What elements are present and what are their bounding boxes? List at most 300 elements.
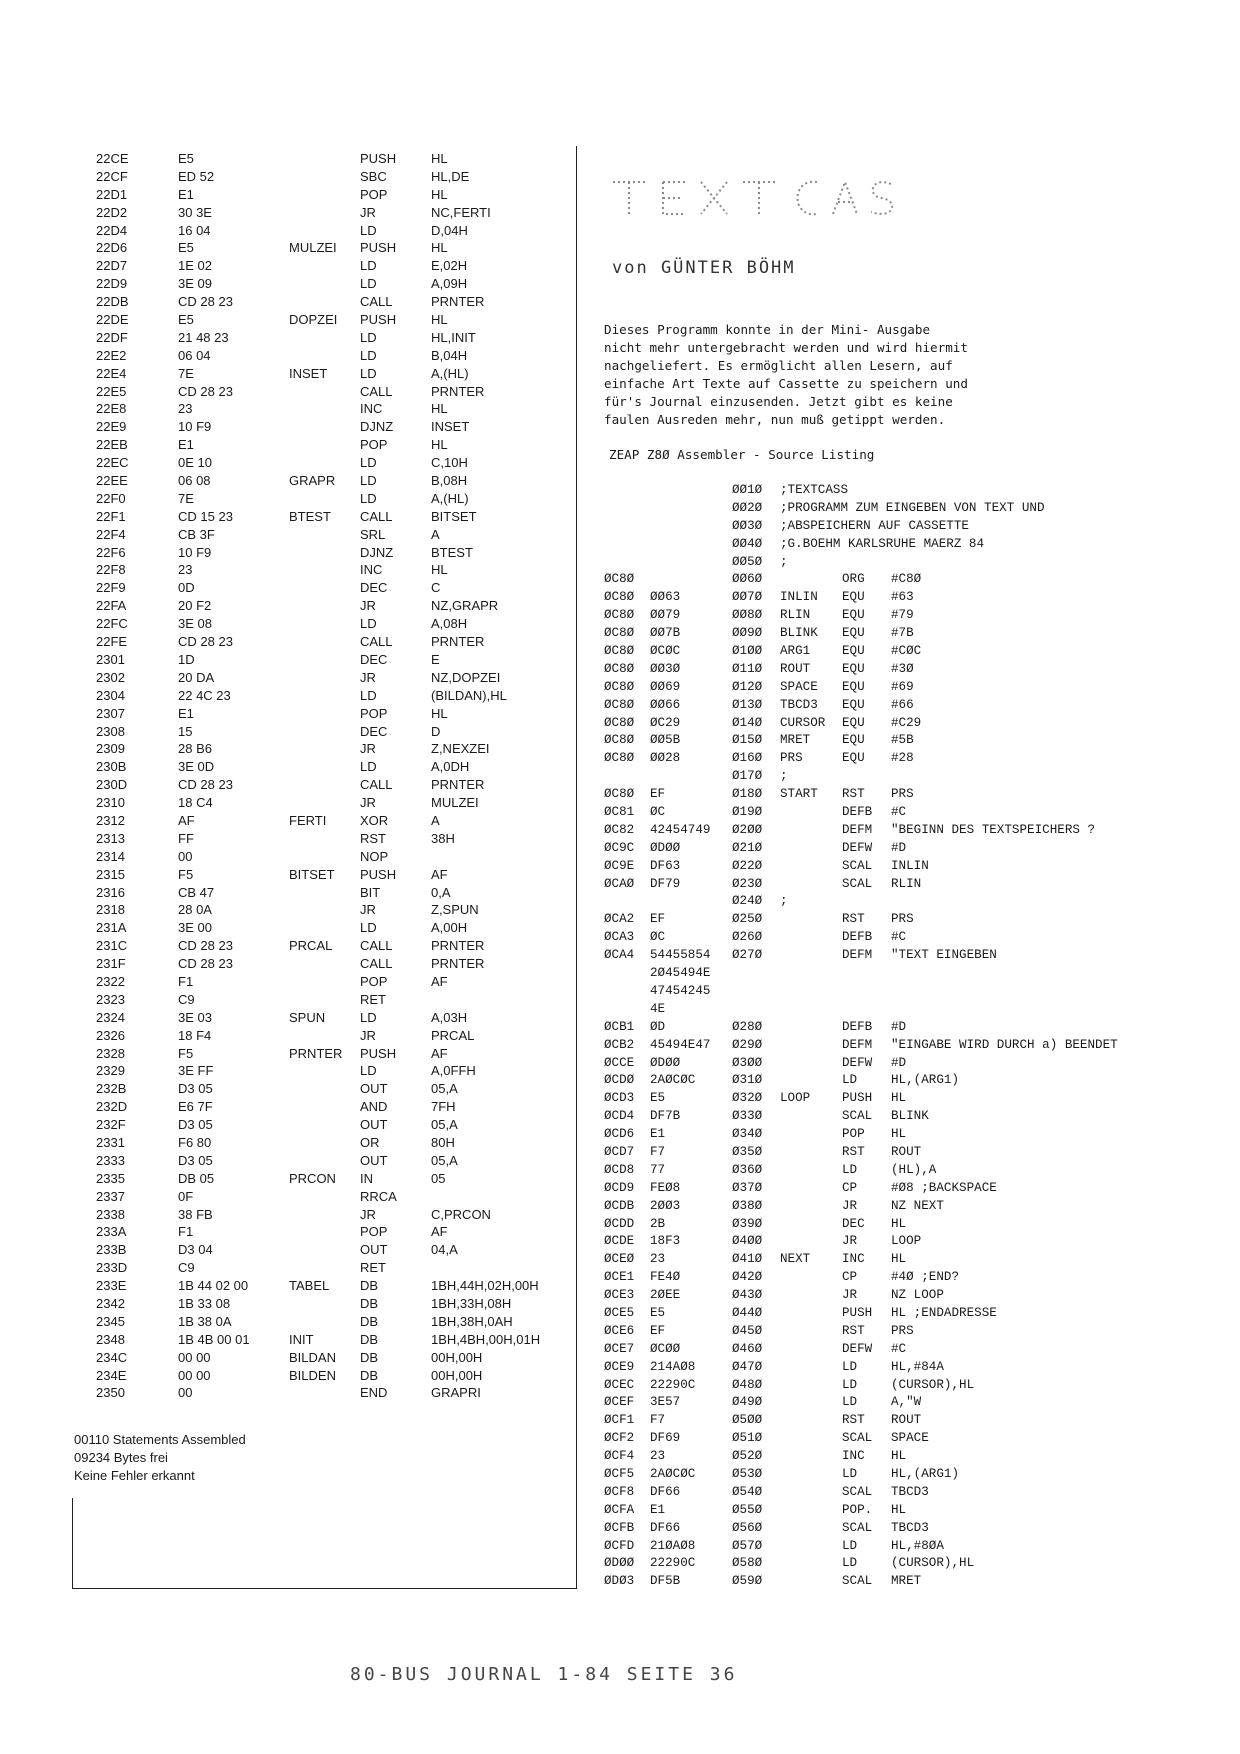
address-cell: 22D9	[96, 276, 128, 292]
mnemonic-cell: LD	[360, 1063, 377, 1079]
listing-row	[604, 1287, 1164, 1305]
listing-row	[96, 955, 576, 973]
opcode-cell: 23	[178, 401, 193, 417]
operand-cell: #C	[891, 1341, 907, 1356]
mnemonic-cell: PUSH	[360, 866, 397, 882]
listing-row	[604, 1341, 1164, 1359]
address-cell: 22FA	[96, 598, 127, 614]
address-cell: 22D4	[96, 222, 128, 238]
operand-cell: 04,A	[431, 1242, 458, 1258]
opcode-cell: ØØ5B	[650, 733, 681, 748]
opcode-cell: 1B 4B 00 01	[178, 1331, 250, 1347]
operand-cell: NZ,DOPZEI	[431, 669, 501, 685]
label-cell: SPACE	[780, 679, 818, 694]
mnemonic-cell: POP	[842, 1127, 865, 1142]
address-cell: ØCE7	[604, 1341, 635, 1356]
address-cell: ØCE1	[604, 1270, 635, 1285]
opcode-cell: 47454245	[650, 983, 711, 998]
address-cell: 22E2	[96, 347, 127, 363]
operand-cell: NZ NEXT	[891, 1198, 944, 1213]
listing-row	[604, 786, 1164, 804]
mnemonic-cell: BIT	[360, 884, 381, 900]
listing-row	[604, 983, 1164, 1001]
operand-cell: PRNTER	[431, 383, 485, 399]
listing-row	[604, 1555, 1164, 1573]
opcode-cell: 0E 10	[178, 455, 212, 471]
address-cell: ØCE5	[604, 1305, 635, 1320]
line-number-cell: Ø5ØØ	[732, 1413, 763, 1428]
listing-row	[604, 1001, 1164, 1019]
opcode-cell: 21 48 23	[178, 329, 229, 345]
opcode-cell: C9	[178, 1260, 195, 1276]
address-cell: ØCF5	[604, 1466, 635, 1481]
mnemonic-cell: EQU	[842, 733, 865, 748]
listing-row	[96, 740, 576, 758]
mnemonic-cell: JR	[360, 741, 376, 757]
line-number-cell: Ø18Ø	[732, 787, 763, 802]
mnemonic-cell: CALL	[360, 777, 393, 793]
operand-cell: INSET	[431, 419, 470, 435]
address-cell: ØCE6	[604, 1323, 635, 1338]
mnemonic-cell: PUSH	[842, 1305, 873, 1320]
operand-cell: #D	[891, 840, 907, 855]
listing-row	[96, 1313, 576, 1331]
listing-row	[96, 329, 576, 347]
address-cell: 2314	[96, 848, 125, 864]
intro-line: faulen Ausreden mehr, nun muß getippt werden.	[604, 412, 946, 427]
address-cell: 22FC	[96, 616, 128, 632]
operand-cell: HL	[431, 186, 448, 202]
listing-row	[604, 1162, 1164, 1180]
mnemonic-cell: RST	[842, 787, 865, 802]
mnemonic-cell: CALL	[360, 634, 393, 650]
listing-row	[96, 1206, 576, 1224]
address-cell: 233B	[96, 1242, 127, 1258]
address-cell: 2316	[96, 884, 125, 900]
mnemonic-cell: EQU	[842, 751, 865, 766]
line-number-cell: Ø48Ø	[732, 1377, 763, 1392]
operand-cell: (BILDAN),HL	[431, 687, 507, 703]
mnemonic-cell: POP	[360, 1224, 388, 1240]
listing-row	[604, 858, 1164, 876]
mnemonic-cell: OUT	[360, 1152, 388, 1168]
mnemonic-cell: EQU	[842, 697, 865, 712]
listing-row	[604, 1019, 1164, 1037]
mnemonic-cell: DEC	[360, 723, 388, 739]
mnemonic-cell: LD	[360, 222, 377, 238]
line-number-cell: Ø51Ø	[732, 1431, 763, 1446]
address-cell: ØCF1	[604, 1413, 635, 1428]
listing-row	[604, 1090, 1164, 1108]
opcode-cell: DF63	[650, 858, 681, 873]
listing-row	[96, 937, 576, 955]
listing-row	[96, 776, 576, 794]
operand-cell: RLIN	[891, 876, 922, 891]
listing-row	[96, 1223, 576, 1241]
mnemonic-cell: JR	[360, 1027, 376, 1043]
address-cell: 22D7	[96, 258, 128, 274]
opcode-cell: CB 3F	[178, 526, 215, 542]
opcode-cell: ØØ3Ø	[650, 661, 681, 676]
address-cell: 233A	[96, 1224, 127, 1240]
opcode-cell: 2Ø45494E	[650, 966, 711, 981]
operand-cell: HL	[431, 437, 448, 453]
operand-cell: A,08H	[431, 616, 468, 632]
mnemonic-cell: PUSH	[842, 1091, 873, 1106]
listing-row	[96, 830, 576, 848]
mnemonic-cell: DEFM	[842, 948, 873, 963]
operand-cell: A,00H	[431, 920, 468, 936]
opcode-cell: 2B	[650, 1216, 666, 1231]
opcode-cell: 18 F4	[178, 1027, 212, 1043]
line-number-cell: Ø32Ø	[732, 1091, 763, 1106]
listing-row	[604, 1126, 1164, 1144]
listing-row	[96, 723, 576, 741]
line-number-cell: Ø35Ø	[732, 1144, 763, 1159]
address-cell: ØCD3	[604, 1091, 635, 1106]
opcode-cell: 10 F9	[178, 544, 212, 560]
operand-cell: PRNTER	[431, 938, 485, 954]
opcode-cell: 3E 09	[178, 276, 212, 292]
opcode-cell: 45494E47	[650, 1037, 711, 1052]
listing-row	[96, 561, 576, 579]
line-number-cell: Ø17Ø	[732, 769, 763, 784]
listing-row	[96, 311, 576, 329]
opcode-cell: CB 47	[178, 884, 215, 900]
opcode-cell: F7	[650, 1413, 666, 1428]
line-number-cell: Ø3ØØ	[732, 1055, 763, 1070]
listing-row	[604, 1269, 1164, 1287]
opcode-cell: 1B 44 02 00	[178, 1278, 249, 1294]
listing-row	[96, 1009, 576, 1027]
opcode-cell: ØDØØ	[650, 840, 681, 855]
listing-row	[96, 1062, 576, 1080]
address-cell: 2335	[96, 1170, 125, 1186]
line-number-cell: Ø34Ø	[732, 1127, 763, 1142]
listing-row	[604, 1359, 1164, 1377]
label-cell: GRAPR	[289, 473, 336, 489]
opcode-cell: E5	[178, 312, 194, 328]
operand-cell: PRNTER	[431, 294, 485, 310]
listing-row	[604, 911, 1164, 929]
mnemonic-cell: DB	[360, 1367, 379, 1383]
operand-cell: HL	[431, 312, 448, 328]
address-cell: 230B	[96, 759, 127, 775]
listing-row	[96, 1349, 576, 1367]
address-cell: ØC8Ø	[604, 697, 635, 712]
operand-cell: E,02H	[431, 258, 468, 274]
operand-cell: TBCD3	[891, 1520, 929, 1535]
listing-row	[604, 1538, 1164, 1556]
line-number-cell: ØØ5Ø	[732, 554, 763, 569]
address-cell: ØDØØ	[604, 1556, 635, 1571]
opcode-cell: 7E	[178, 365, 194, 381]
address-cell: 2333	[96, 1152, 125, 1168]
operand-cell: HL	[891, 1091, 907, 1106]
opcode-cell: 4E	[650, 1001, 666, 1016]
line-number-cell: Ø21Ø	[732, 840, 763, 855]
mnemonic-cell: LD	[360, 329, 377, 345]
address-cell: ØCCE	[604, 1055, 635, 1070]
mnemonic-cell: EQU	[842, 679, 865, 694]
listing-row	[96, 454, 576, 472]
listing-row	[604, 1520, 1164, 1538]
address-cell: ØCB2	[604, 1037, 635, 1052]
mnemonic-cell: OUT	[360, 1117, 388, 1133]
listing-row	[96, 1045, 576, 1063]
mnemonic-cell: LD	[360, 258, 377, 274]
operand-cell: HL	[891, 1449, 907, 1464]
listing-row	[96, 257, 576, 275]
operand-cell: HL,(ARG1)	[891, 1073, 960, 1088]
listing-row	[604, 554, 1164, 572]
mnemonic-cell: EQU	[842, 715, 865, 730]
address-cell: 231C	[96, 938, 128, 954]
opcode-cell: DF5B	[650, 1574, 681, 1589]
mnemonic-cell: RRCA	[360, 1188, 397, 1204]
line-number-cell: Ø27Ø	[732, 948, 763, 963]
operand-cell: LOOP	[891, 1234, 922, 1249]
mnemonic-cell: RST	[842, 912, 865, 927]
line-number-cell: Ø41Ø	[732, 1252, 763, 1267]
listing-row	[604, 822, 1164, 840]
intro-line: einfache Art Texte auf Cassette zu speichern und	[604, 376, 968, 391]
address-cell: 22EB	[96, 437, 128, 453]
opcode-cell: D3 04	[178, 1242, 213, 1258]
line-number-cell: Ø56Ø	[732, 1520, 763, 1535]
opcode-cell: 1D	[178, 651, 195, 667]
opcode-cell: 20 DA	[178, 669, 215, 685]
line-number-cell: Ø1ØØ	[732, 644, 763, 659]
operand-cell: A	[431, 526, 440, 542]
opcode-cell: 28 0A	[178, 902, 212, 918]
line-number-cell: Ø11Ø	[732, 661, 763, 676]
line-number-cell: ØØ8Ø	[732, 608, 763, 623]
line-number-cell: Ø53Ø	[732, 1466, 763, 1481]
mnemonic-cell: CALL	[360, 956, 393, 972]
opcode-cell: ED 52	[178, 168, 215, 184]
line-number-cell: Ø13Ø	[732, 697, 763, 712]
opcode-cell: E1	[650, 1502, 666, 1517]
mnemonic-cell: DJNZ	[360, 419, 394, 435]
listing-row	[96, 1384, 576, 1402]
listing-row	[96, 794, 576, 812]
mnemonic-cell: XOR	[360, 812, 389, 828]
address-cell: ØC82	[604, 822, 635, 837]
address-cell: ØC9E	[604, 858, 635, 873]
operand-cell: #3Ø	[891, 661, 914, 676]
listing-row	[96, 418, 576, 436]
mnemonic-cell: DEC	[360, 651, 388, 667]
listing-row	[96, 383, 576, 401]
line-number-cell: Ø44Ø	[732, 1305, 763, 1320]
summary-no-errors: Keine Fehler erkannt	[74, 1468, 195, 1483]
operand-cell: HL	[891, 1252, 907, 1267]
operand-cell: HL,#8ØA	[891, 1538, 944, 1553]
opcode-cell: 1E 02	[178, 258, 212, 274]
title-art-logo	[605, 168, 915, 220]
mnemonic-cell: DEFB	[842, 930, 873, 945]
listing-row	[604, 876, 1164, 894]
address-cell: ØC8Ø	[604, 679, 635, 694]
operand-cell: #28	[891, 751, 914, 766]
opcode-cell: 00 00	[178, 1349, 211, 1365]
mnemonic-cell: JR	[360, 598, 376, 614]
label-cell: FERTI	[289, 812, 327, 828]
opcode-cell: 16 04	[178, 222, 211, 238]
line-number-cell: ØØ1Ø	[732, 483, 763, 497]
operand-cell: A,03H	[431, 1009, 468, 1025]
operand-cell: HL,DE	[431, 168, 470, 184]
address-cell: 2324	[96, 1009, 125, 1025]
mnemonic-cell: NOP	[360, 848, 389, 864]
operand-cell: HL,INIT	[431, 329, 476, 345]
line-number-cell: Ø42Ø	[732, 1270, 763, 1285]
address-cell: ØC8Ø	[604, 787, 635, 802]
opcode-cell: E5	[178, 240, 194, 256]
label-cell: BILDAN	[289, 1349, 336, 1365]
operand-cell: AF	[431, 1224, 448, 1240]
mnemonic-cell: INC	[842, 1252, 865, 1267]
mnemonic-cell: JR	[360, 1206, 376, 1222]
opcode-cell: 28 B6	[178, 741, 212, 757]
address-cell: ØC8Ø	[604, 608, 635, 623]
address-cell: 232B	[96, 1081, 127, 1097]
operand-cell: BITSET	[431, 508, 477, 524]
line-number-cell: Ø12Ø	[732, 679, 763, 694]
listing-row	[604, 1377, 1164, 1395]
listing-row	[96, 1080, 576, 1098]
listing-row	[604, 768, 1164, 786]
operand-cell: 7FH	[431, 1099, 456, 1115]
address-cell: ØCDØ	[604, 1073, 635, 1088]
address-cell: 22CE	[96, 151, 129, 166]
listing-row	[604, 1305, 1164, 1323]
listing-row	[96, 901, 576, 919]
line-number-cell: Ø25Ø	[732, 912, 763, 927]
operand-cell: HL	[431, 562, 448, 578]
opcode-cell: F5	[178, 866, 194, 882]
operand-cell: #69	[891, 679, 914, 694]
operand-cell: PRS	[891, 912, 914, 927]
opcode-cell: 3E 08	[178, 616, 212, 632]
address-cell: ØC8Ø	[604, 751, 635, 766]
opcode-cell: E6 7F	[178, 1099, 213, 1115]
listing-row	[96, 508, 576, 526]
operand-cell: C,10H	[431, 455, 468, 471]
address-cell: 2348	[96, 1331, 125, 1347]
opcode-cell: 22290C	[650, 1556, 696, 1571]
address-cell: 22DB	[96, 294, 129, 310]
listing-row	[604, 1448, 1164, 1466]
address-cell: 22DE	[96, 312, 129, 328]
opcode-cell: 1B 38 0A	[178, 1313, 232, 1329]
opcode-cell: 23	[178, 562, 193, 578]
address-cell: ØCF4	[604, 1449, 635, 1464]
mnemonic-cell: PUSH	[360, 240, 397, 256]
address-cell: 2304	[96, 687, 125, 703]
operand-cell: GRAPRI	[431, 1385, 481, 1401]
opcode-cell: 2ØEE	[650, 1288, 681, 1303]
address-cell: 22EC	[96, 455, 129, 471]
operand-cell: NZ,GRAPR	[431, 598, 499, 614]
line-number-cell: Ø4ØØ	[732, 1234, 763, 1249]
operand-cell: (CURSOR),HL	[891, 1556, 975, 1571]
listing-row	[604, 1108, 1164, 1126]
mnemonic-cell: LD	[360, 687, 377, 703]
address-cell: ØCD9	[604, 1180, 635, 1195]
operand-cell: HL	[891, 1127, 907, 1142]
mnemonic-cell: POP	[360, 186, 388, 202]
operand-cell: #5B	[891, 733, 914, 748]
listing-row	[96, 651, 576, 669]
opcode-cell: DF7B	[650, 1109, 681, 1124]
listing-row	[96, 1259, 576, 1277]
mnemonic-cell: DEFW	[842, 840, 873, 855]
address-cell: 22FE	[96, 634, 128, 650]
listing-row	[604, 536, 1164, 554]
label-cell: RLIN	[780, 608, 811, 623]
address-cell: 2326	[96, 1027, 125, 1043]
opcode-cell: CD 28 23	[178, 634, 233, 650]
operand-cell: (CURSOR),HL	[891, 1377, 975, 1392]
opcode-cell: CD 28 23	[178, 956, 233, 972]
operand-cell: PRNTER	[431, 777, 485, 793]
mnemonic-cell: JR	[842, 1198, 858, 1213]
mnemonic-cell: LD	[360, 1009, 377, 1025]
operand-cell: #66	[891, 697, 914, 712]
listing-row	[96, 222, 576, 240]
operand-cell: #4Ø ;END?	[891, 1270, 960, 1285]
label-cell: ;ABSPEICHERN AUF CASSETTE	[780, 518, 969, 533]
mnemonic-cell: CP	[842, 1270, 858, 1285]
mnemonic-cell: LD	[842, 1395, 858, 1410]
opcode-cell: ØØ63	[650, 590, 681, 605]
listing-row	[96, 758, 576, 776]
address-cell: 2318	[96, 902, 125, 918]
listing-row	[96, 1098, 576, 1116]
opcode-cell: E5	[650, 1091, 666, 1106]
label-cell: BILDEN	[289, 1367, 336, 1383]
address-cell: ØDØ3	[604, 1574, 635, 1589]
address-cell: ØC8Ø	[604, 626, 635, 641]
line-number-cell: Ø46Ø	[732, 1341, 763, 1356]
mnemonic-cell: DEC	[842, 1216, 865, 1231]
operand-cell: (HL),A	[891, 1162, 937, 1177]
right-listing	[604, 482, 1164, 1591]
address-cell: 2308	[96, 723, 125, 739]
operand-cell: #Ø8 ;BACKSPACE	[891, 1180, 997, 1195]
mnemonic-cell: PUSH	[360, 1045, 397, 1061]
listing-row	[96, 633, 576, 651]
address-cell: 234C	[96, 1349, 128, 1365]
operand-cell: "TEXT EINGEBEN	[891, 948, 997, 963]
operand-cell: #C29	[891, 715, 922, 730]
listing-row	[604, 1502, 1164, 1520]
assembly-summary	[74, 1431, 246, 1485]
opcode-cell: 06 04	[178, 347, 211, 363]
mnemonic-cell: DB	[360, 1313, 379, 1329]
listing-row	[604, 840, 1164, 858]
mnemonic-cell: POP.	[842, 1502, 873, 1517]
listing-row	[604, 643, 1164, 661]
summary-bracket-bottom	[72, 1588, 577, 1589]
line-number-cell: Ø52Ø	[732, 1449, 763, 1464]
mnemonic-cell: POP	[360, 437, 388, 453]
operand-cell: PRS	[891, 787, 914, 802]
mnemonic-cell: LD	[842, 1466, 858, 1481]
listing-row	[96, 490, 576, 508]
